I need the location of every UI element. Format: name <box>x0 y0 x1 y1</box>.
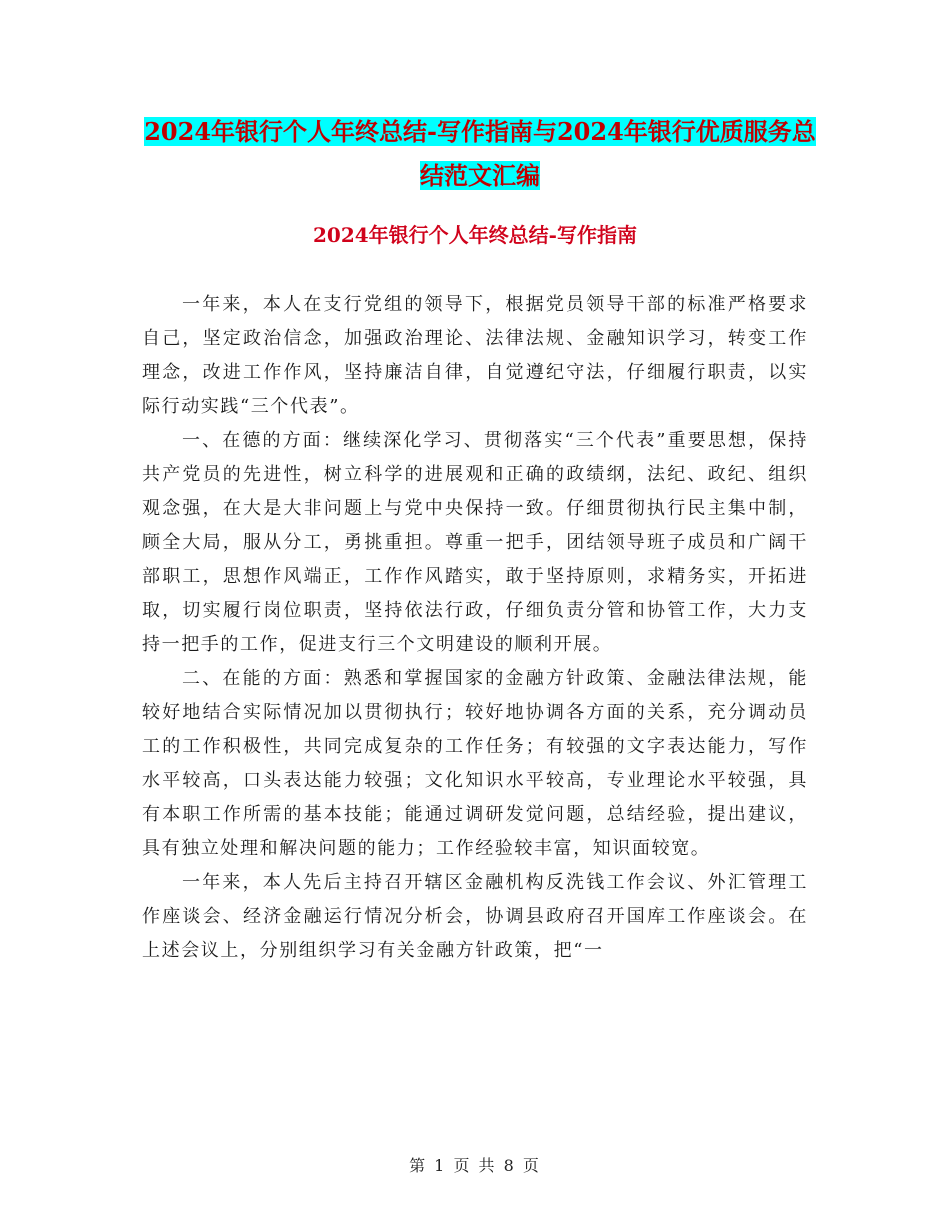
body-paragraph: 一年来，本人在支行党组的领导下，根据党员领导干部的标准严格要求自己，坚定政治信念，加强政治理论、法律法规、金融知识学习，转变工作理念，改进工作作风，坚持廉洁自律，自觉遵纪守法，仔细履行职责，以实际行动实践“三个代表”。 <box>142 294 808 417</box>
section-title: 2024年银行个人年终总结-写作指南 <box>313 223 637 247</box>
main-title-text: 2024年银行个人年终总结-写作指南与2024年银行优质服务总结范文汇编 <box>144 117 816 190</box>
page-footer: 第 1 页 共 8 页 <box>409 1156 541 1175</box>
document-main-title <box>140 110 820 198</box>
body-paragraph: 一年来，本人先后主持召开辖区金融机构反洗钱工作会议、外汇管理工作座谈会、经济金融运行情况分析会，协调县政府召开国库工作座谈会。在上述会议上，分别组织学习有关金融方针政策，把“一 <box>142 872 808 961</box>
body-paragraph: 二、在能的方面：熟悉和掌握国家的金融方针政策、金融法律法规，能较好地结合实际情况加以贯彻执行；较好地协调各方面的关系，充分调动员工的工作积极性，共同完成复杂的工作任务；有较强的文字表达能力，写作水平较高，口头表达能力较强；文化知识水平较高，专业理论水平较强，具有本职工作所需的基本技能；能通过调研发觉问题，总结经验，提出建议，具有独立处理和解决问题的能力；工作经验较丰富，知识面较宽。 <box>142 668 808 859</box>
body-paragraph: 一、在德的方面：继续深化学习、贯彻落实“三个代表”重要思想，保持共产党员的先进性，树立科学的进展观和正确的政绩纲，法纪、政纪、组织观念强，在大是大非问题上与党中央保持一致。仔细贯彻执行民主集中制，顾全大局，服从分工，勇挑重担。尊重一把手，团结领导班子成员和广阔干部职工，思想作风端正，工作作风踏实，敢于坚持原则，求精务实，开拓进取，切实履行岗位职责，坚持依法行政，仔细负责分管和协管工作，大力支持一把手的工作，促进支行三个文明建设的顺利开展。 <box>142 430 808 655</box>
document-body <box>142 288 808 968</box>
